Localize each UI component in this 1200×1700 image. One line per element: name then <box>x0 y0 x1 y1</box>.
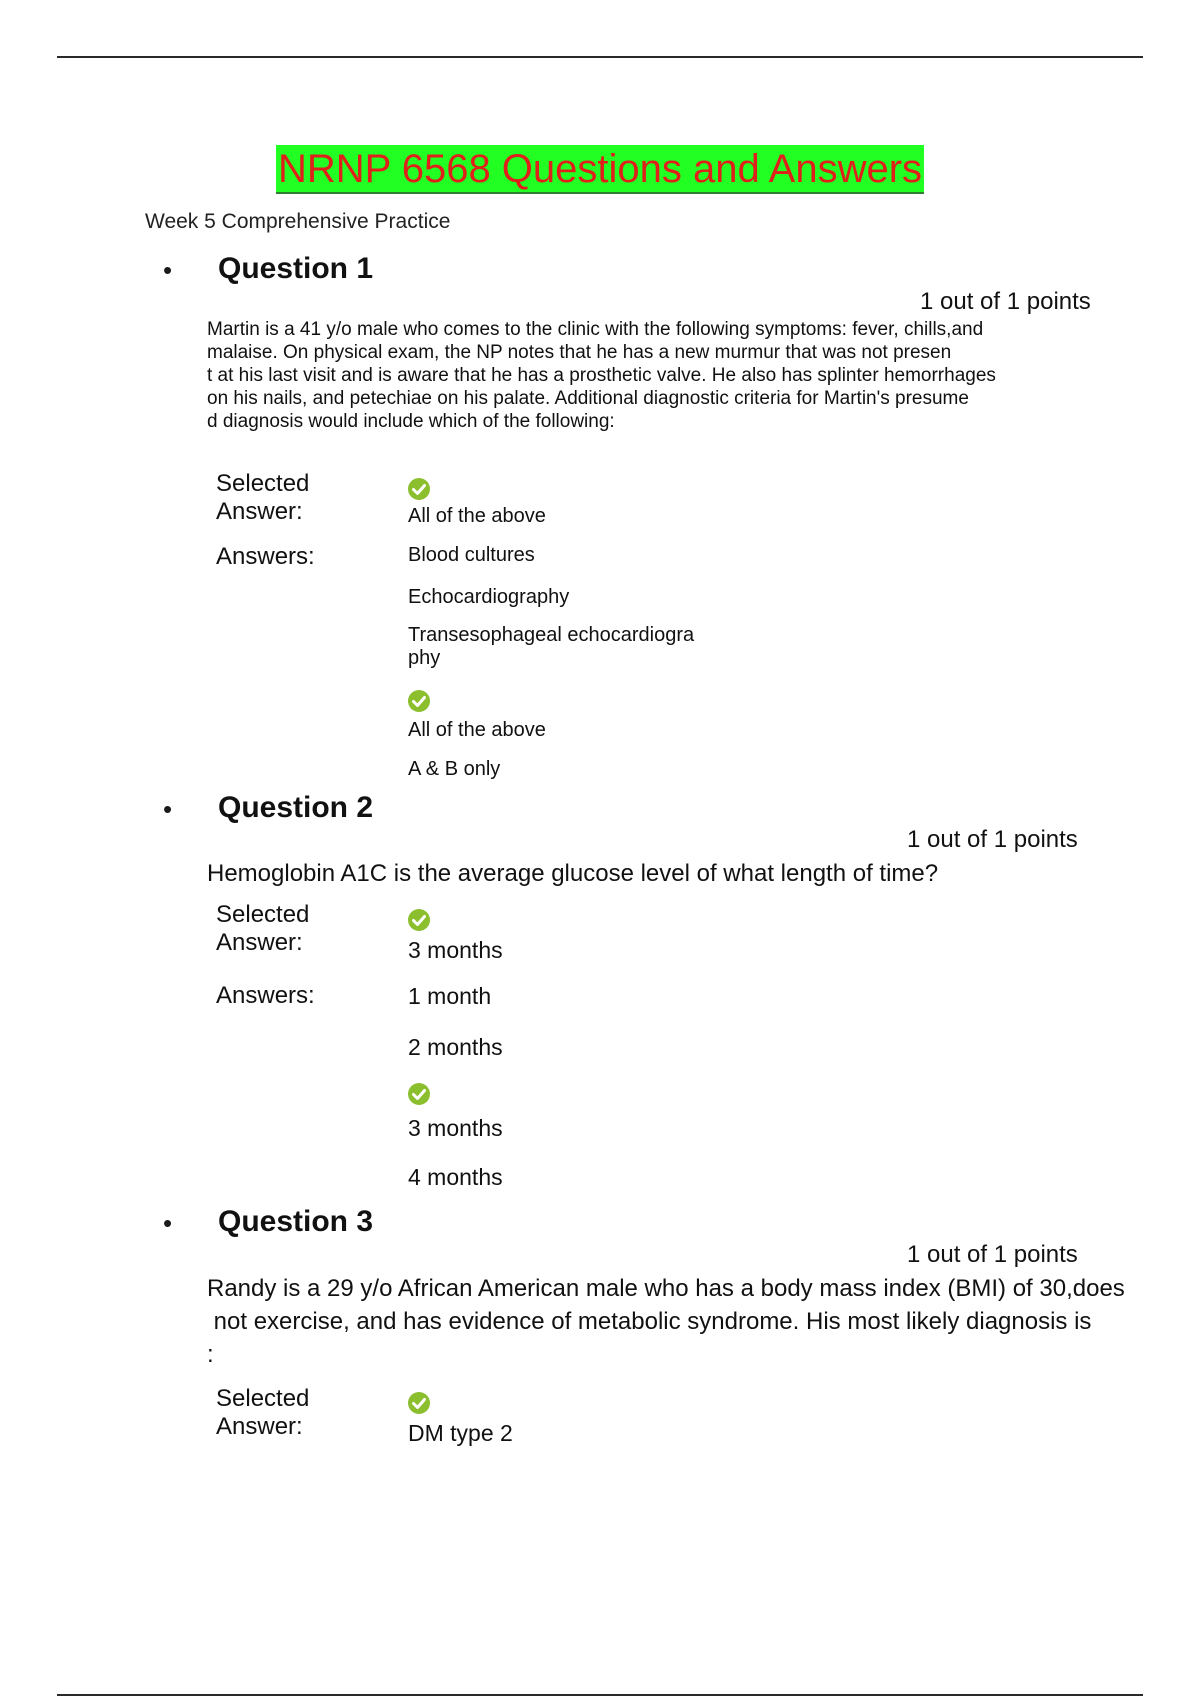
correct-check-icon <box>408 1392 430 1414</box>
bottom-rule <box>57 1694 1143 1696</box>
question-1-text <box>207 318 1117 433</box>
question-3-text-line: not exercise, and has evidence of metabolic syndrome. His most likely diagnosis is <box>207 1308 1092 1335</box>
q2-answer-option-correct: 3 months <box>408 1115 503 1141</box>
selected-answer-label: Selected Answer: <box>216 470 310 525</box>
question-3-text <box>207 1272 1127 1371</box>
question-2-points: 1 out of 1 points <box>907 826 1078 853</box>
question-1-points: 1 out of 1 points <box>920 288 1091 315</box>
question-3-text-line: Randy is a 29 y/o African American male who has a body mass index (BMI) of 30,does <box>207 1275 1125 1302</box>
bullet-icon: • <box>163 1208 173 1238</box>
question-2-title: Question 2 <box>218 791 374 824</box>
title-wrap <box>0 145 1200 194</box>
page-subtitle: Week 5 Comprehensive Practice <box>145 210 451 233</box>
q2-answer-option: 2 months <box>408 1034 503 1060</box>
answers-label: Answers: <box>216 982 315 1009</box>
bullet-icon: • <box>163 255 173 285</box>
selected-answer-label: Selected Answer: <box>216 1385 310 1440</box>
q1-answer-option-correct: All of the above <box>408 719 546 741</box>
question-1-text-line: d diagnosis would include which of the following: <box>207 411 615 432</box>
question-1-title: Question 1 <box>218 252 374 285</box>
bullet-icon: • <box>163 794 173 824</box>
question-1-text-line: t at his last visit and is aware that he has a prosthetic valve. He also has splinter hemorrhages <box>207 365 996 386</box>
selected-answer-label: Selected Answer: <box>216 901 310 956</box>
question-3-title: Question 3 <box>218 1205 374 1238</box>
q1-answer-option-continued: phy <box>408 647 441 669</box>
correct-check-icon <box>408 909 430 931</box>
q2-selected-answer: 3 months <box>408 937 503 963</box>
question-1-text-line: on his nails, and petechiae on his palate. Additional diagnostic criteria for Martin's presume <box>207 388 969 409</box>
top-rule <box>57 56 1143 58</box>
q2-answer-option: 4 months <box>408 1164 503 1190</box>
q1-answer-option: Blood cultures <box>408 544 535 566</box>
question-3-text-line: : <box>207 1341 214 1368</box>
q1-answer-option: A & B only <box>408 758 501 780</box>
question-2-text-line: Hemoglobin A1C is the average glucose level of what length of time? <box>207 860 939 887</box>
question-1-text-line: Martin is a 41 y/o male who comes to the clinic with the following symptoms: fever, chills,and <box>207 319 984 340</box>
q3-selected-answer: DM type 2 <box>408 1420 513 1446</box>
correct-check-icon <box>408 690 430 712</box>
question-3-points: 1 out of 1 points <box>907 1241 1078 1268</box>
q1-selected-answer: All of the above <box>408 505 546 527</box>
question-2-text <box>207 857 1127 890</box>
q2-answer-option: 1 month <box>408 983 492 1009</box>
q1-answer-option: Echocardiography <box>408 586 570 608</box>
page-title: NRNP 6568 Questions and Answers <box>276 145 924 194</box>
correct-check-icon <box>408 1083 430 1105</box>
correct-check-icon <box>408 478 430 500</box>
answers-label: Answers: <box>216 543 315 570</box>
question-1-text-line: malaise. On physical exam, the NP notes that he has a new murmur that was not presen <box>207 342 952 363</box>
q1-answer-option: Transesophageal echocardiogra <box>408 624 695 646</box>
